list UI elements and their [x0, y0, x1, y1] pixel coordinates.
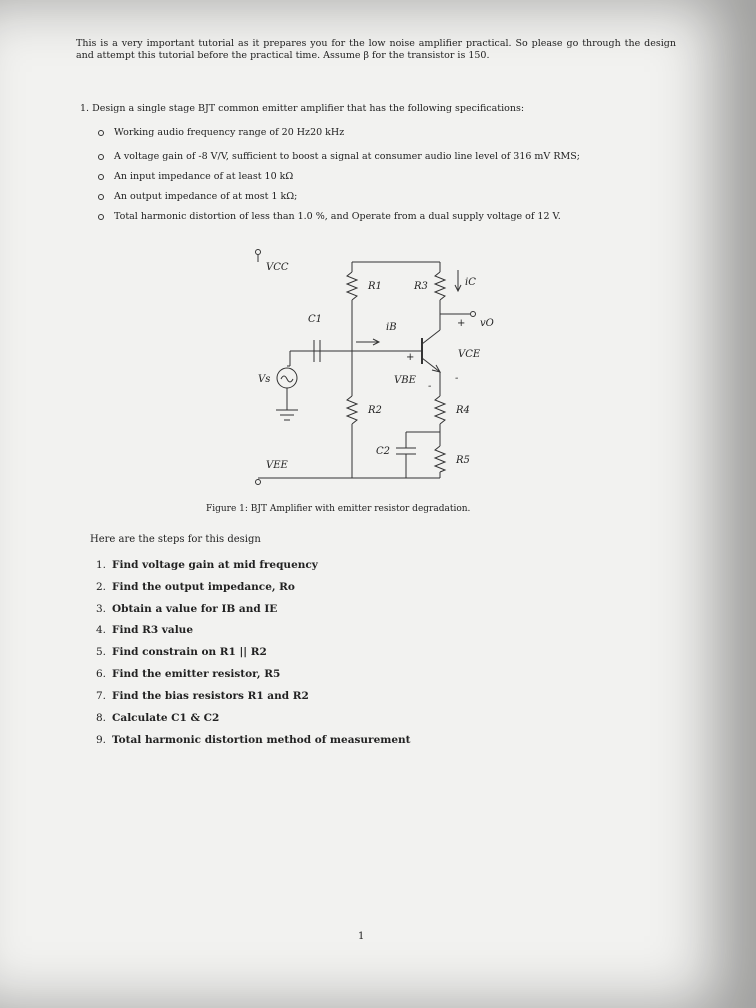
step-text: Find voltage gain at mid frequency — [112, 559, 318, 571]
step-text: Obtain a value for IB and IE — [112, 603, 278, 615]
resistor-r2 — [347, 396, 357, 424]
step-item: 3. Obtain a value for IB and IE — [96, 603, 278, 615]
label-c1: C1 — [308, 314, 323, 325]
label-plus-vo: + — [457, 318, 466, 329]
spec-text: An input impedance of at least 10 kΩ — [114, 171, 294, 182]
label-r4: R4 — [456, 405, 470, 416]
resistor-r3 — [435, 272, 445, 300]
step-text: Calculate C1 & C2 — [112, 712, 220, 724]
label-ic: iC — [465, 277, 476, 288]
spec-text: An output impedance of at most 1 kΩ; — [114, 191, 298, 202]
label-vo: vO — [480, 318, 494, 329]
label-minus-vbe: - — [428, 381, 432, 392]
label-vbe: VBE — [394, 375, 416, 386]
label-vcc: VCC — [266, 262, 289, 273]
step-text: Total harmonic distortion method of measurement — [112, 734, 411, 746]
label-r2: R2 — [368, 405, 382, 416]
step-item: 5. Find constrain on R1 || R2 — [96, 646, 267, 658]
step-text: Find the emitter resistor, R5 — [112, 668, 281, 680]
resistor-r4 — [435, 396, 445, 424]
spec-text: Working audio frequency range of 20 Hz20 kHz — [114, 127, 345, 138]
steps-title: Here are the steps for this design — [90, 534, 261, 545]
label-r1: R1 — [368, 281, 382, 292]
label-vce: VCE — [458, 349, 481, 360]
step-text: Find the output impedance, Ro — [112, 581, 295, 593]
spec-text: A voltage gain of -8 V/V, sufficient to boost a signal at consumer audio line level of 316 mV RMS; — [114, 151, 580, 162]
step-text: Find the bias resistors R1 and R2 — [112, 690, 309, 702]
step-item: 4. Find R3 value — [96, 624, 194, 636]
step-text: Find constrain on R1 || R2 — [112, 646, 267, 658]
label-plus-vbe: + — [406, 352, 415, 363]
label-vs: Vs — [258, 374, 271, 385]
step-item: 1. Find voltage gain at mid frequency — [96, 559, 318, 571]
step-item: 8. Calculate C1 & C2 — [96, 712, 220, 724]
intro-paragraph: This is a very important tutorial as it prepares you for the low noise amplifier practical. So please go through the design and attempt this tutorial before the practical time. Assume β for the transistor is 150. — [76, 38, 676, 61]
figure-caption: Figure 1: BJT Amplifier with emitter resistor degradation. — [206, 504, 471, 514]
label-c2: C2 — [376, 446, 391, 457]
resistor-r5 — [435, 446, 445, 472]
resistor-r1 — [347, 272, 357, 300]
label-r3: R3 — [414, 281, 428, 292]
step-item: 9. Total harmonic distortion method of measurement — [96, 734, 411, 746]
step-text: Find R3 value — [112, 624, 194, 636]
step-item: 7. Find the bias resistors R1 and R2 — [96, 690, 309, 702]
step-item: 6. Find the emitter resistor, R5 — [96, 668, 281, 680]
spec-text: Total harmonic distortion of less than 1.0 %, and Operate from a dual supply voltage of 12 V. — [114, 211, 561, 222]
page-number: 1 — [358, 931, 365, 942]
label-r5: R5 — [456, 455, 470, 466]
label-ib: iB — [386, 322, 397, 333]
label-vee: VEE — [266, 460, 288, 471]
question-title: 1. Design a single stage BJT common emitter amplifier that has the following specifications: — [80, 103, 525, 114]
step-item: 2. Find the output impedance, Ro — [96, 581, 295, 593]
label-minus-vce: - — [455, 373, 459, 384]
